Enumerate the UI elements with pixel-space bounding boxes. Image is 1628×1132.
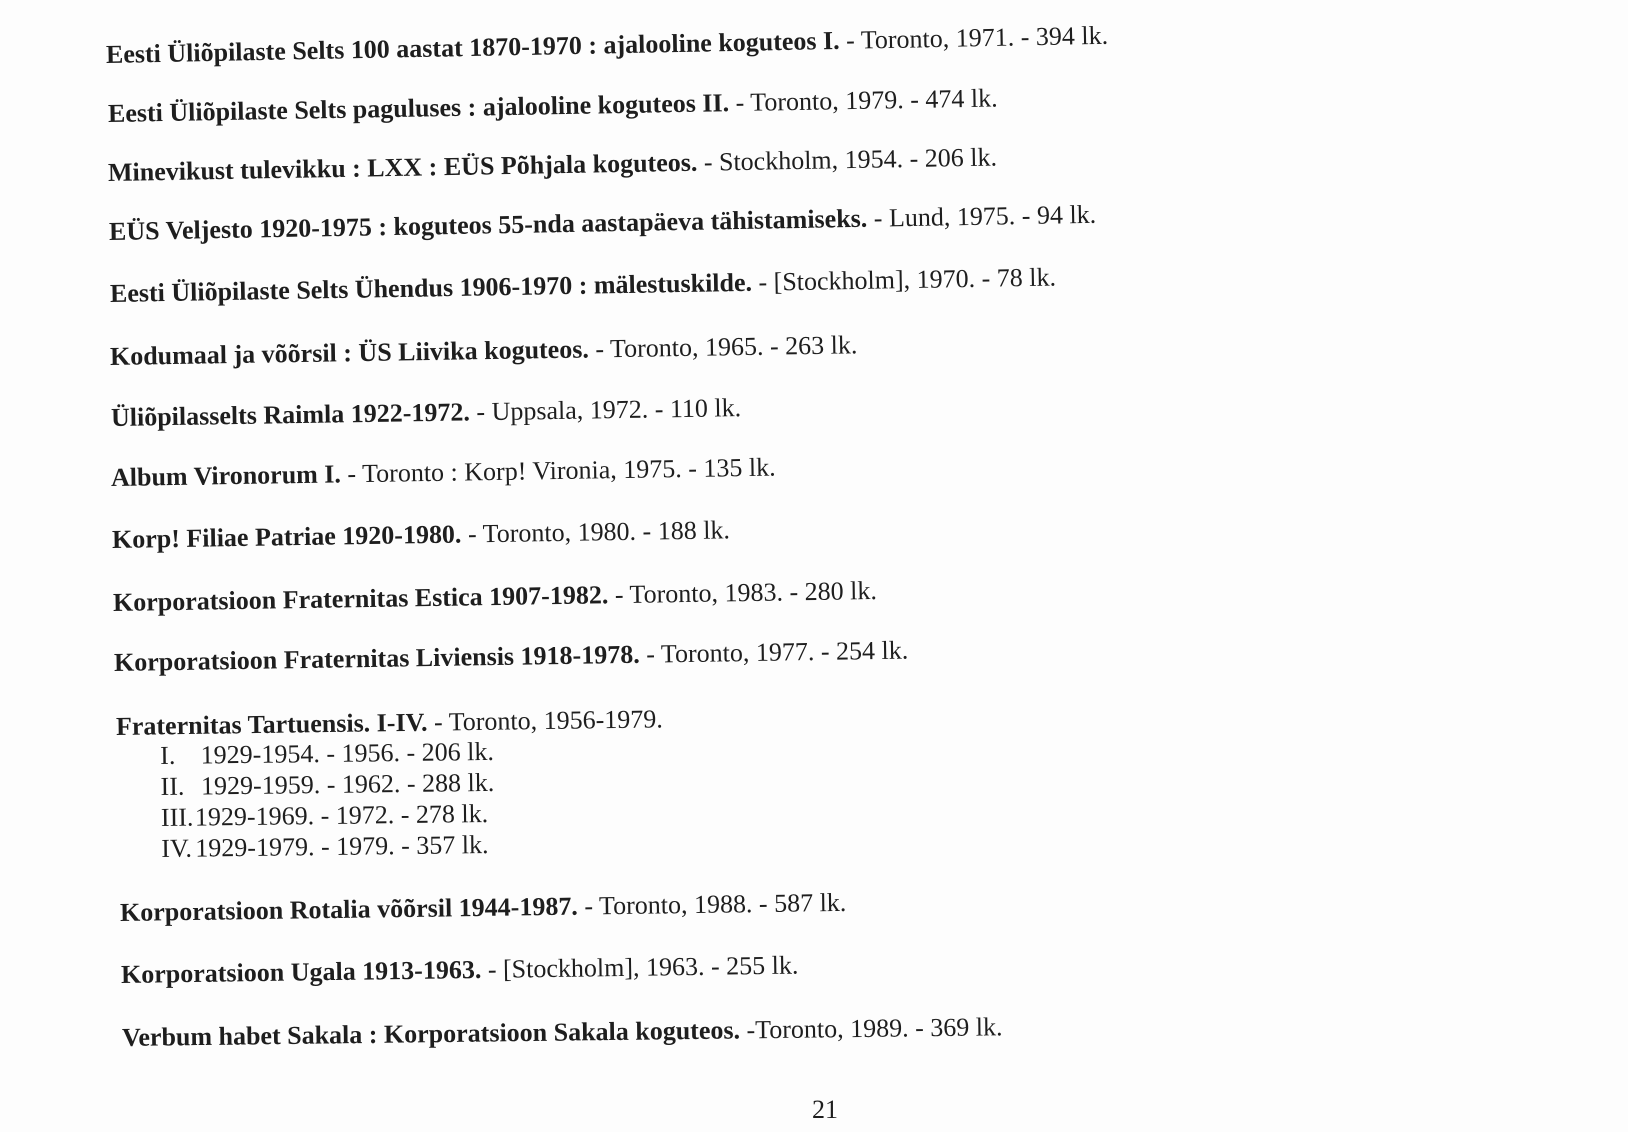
bibliography-entry bbox=[122, 1012, 1003, 1053]
entry-details: - Toronto, 1988. - 587 lk. bbox=[577, 887, 847, 921]
entry-details: - Toronto, 1979. - 474 lk. bbox=[728, 83, 998, 118]
bibliography-entry bbox=[109, 200, 1097, 247]
entry-details: - Lund, 1975. - 94 lk. bbox=[867, 199, 1097, 233]
entry-title: Eesti Üliõpilaste Selts Ühendus 1906-1970 : mälestuskilde. bbox=[109, 267, 753, 308]
entry-title: Eesti Üliõpilaste Selts 100 aastat 1870-1970 : ajalooline koguteos I. bbox=[105, 25, 840, 69]
bibliography-entry bbox=[121, 951, 799, 990]
entry-details: - Toronto, 1971. - 394 lk. bbox=[839, 20, 1109, 55]
bibliography-entry bbox=[114, 636, 909, 678]
entry-title: Korporatsioon Fraternitas Estica 1907-1982. bbox=[112, 580, 609, 617]
bibliography-entry bbox=[113, 576, 877, 618]
entry-title: Korp! Filiae Patriae 1920-1980. bbox=[111, 519, 462, 554]
volume-number: IV. bbox=[161, 833, 193, 863]
bibliography-entry bbox=[108, 142, 998, 188]
entry-title: Korporatsioon Fraternitas Liviensis 1918-1978. bbox=[113, 639, 640, 677]
volume-item bbox=[161, 829, 495, 864]
entry-details: -Toronto, 1989. - 369 lk. bbox=[739, 1012, 1003, 1045]
page-number: 21 bbox=[812, 1095, 838, 1124]
entry-title: Fraternitas Tartuensis. I-IV. bbox=[115, 707, 428, 741]
volume-text: 1929-1969. - 1972. - 278 lk. bbox=[194, 798, 489, 832]
entry-details: - Stockholm, 1954. - 206 lk. bbox=[697, 142, 998, 177]
bibliography-entry bbox=[120, 888, 847, 928]
entry-title: Korporatsioon Rotalia võõrsil 1944-1987. bbox=[119, 891, 579, 927]
volume-text: 1929-1954. - 1956. - 206 lk. bbox=[200, 736, 495, 770]
bibliography-entry bbox=[111, 393, 742, 433]
entry-title: Kodumaal ja võõrsil : ÜS Liivika koguteos. bbox=[109, 334, 590, 371]
entry-title: Üliõpilasselts Raimla 1922-1972. bbox=[110, 397, 471, 432]
entry-details: - Toronto, 1980. - 188 lk. bbox=[461, 515, 731, 549]
volume-number: III. bbox=[160, 802, 194, 832]
volume-item bbox=[161, 798, 495, 833]
entry-title: EÜS Veljesto 1920-1975 : koguteos 55-nda aastapäeva tähistamiseks. bbox=[108, 203, 868, 246]
entry-title: Korporatsioon Ugala 1913-1963. bbox=[120, 954, 482, 989]
bibliography-entry bbox=[110, 330, 858, 372]
entry-title: Minevikust tulevikku : LXX : EÜS Põhjala koguteos. bbox=[107, 147, 698, 187]
volume-list bbox=[160, 736, 495, 864]
entry-details: - [Stockholm], 1970. - 78 lk. bbox=[751, 262, 1057, 297]
entry-title: Album Vironorum I. bbox=[110, 459, 342, 492]
entry-details: - Toronto, 1956-1979. bbox=[427, 704, 663, 737]
entry-title: Eesti Üliõpilaste Selts paguluses : ajalooline koguteos II. bbox=[107, 88, 730, 128]
entry-details: - Toronto : Korp! Vironia, 1975. - 135 lk. bbox=[340, 452, 776, 489]
volume-number: II. bbox=[160, 771, 185, 801]
volume-item bbox=[160, 767, 494, 802]
entry-details: - Toronto, 1977. - 254 lk. bbox=[639, 635, 909, 669]
volume-item bbox=[160, 736, 494, 771]
entry-details: - [Stockholm], 1963. - 255 lk. bbox=[481, 950, 799, 984]
bibliography-entry bbox=[108, 83, 998, 129]
volume-number: I. bbox=[160, 740, 176, 770]
bibliography-entry bbox=[110, 262, 1057, 309]
entry-details: - Toronto, 1983. - 280 lk. bbox=[608, 576, 878, 610]
volume-text: 1929-1979. - 1979. - 357 lk. bbox=[195, 829, 489, 863]
entry-details: - Toronto, 1965. - 263 lk. bbox=[588, 330, 858, 364]
entry-details: - Uppsala, 1972. - 110 lk. bbox=[469, 393, 742, 427]
entry-title: Verbum habet Sakala : Korporatsioon Sakala koguteos. bbox=[121, 1015, 741, 1052]
volume-text: 1929-1959. - 1962. - 288 lk. bbox=[200, 767, 495, 801]
bibliography-entry bbox=[112, 515, 730, 555]
bibliography-entry bbox=[106, 21, 1109, 70]
bibliography-entry bbox=[111, 453, 776, 493]
